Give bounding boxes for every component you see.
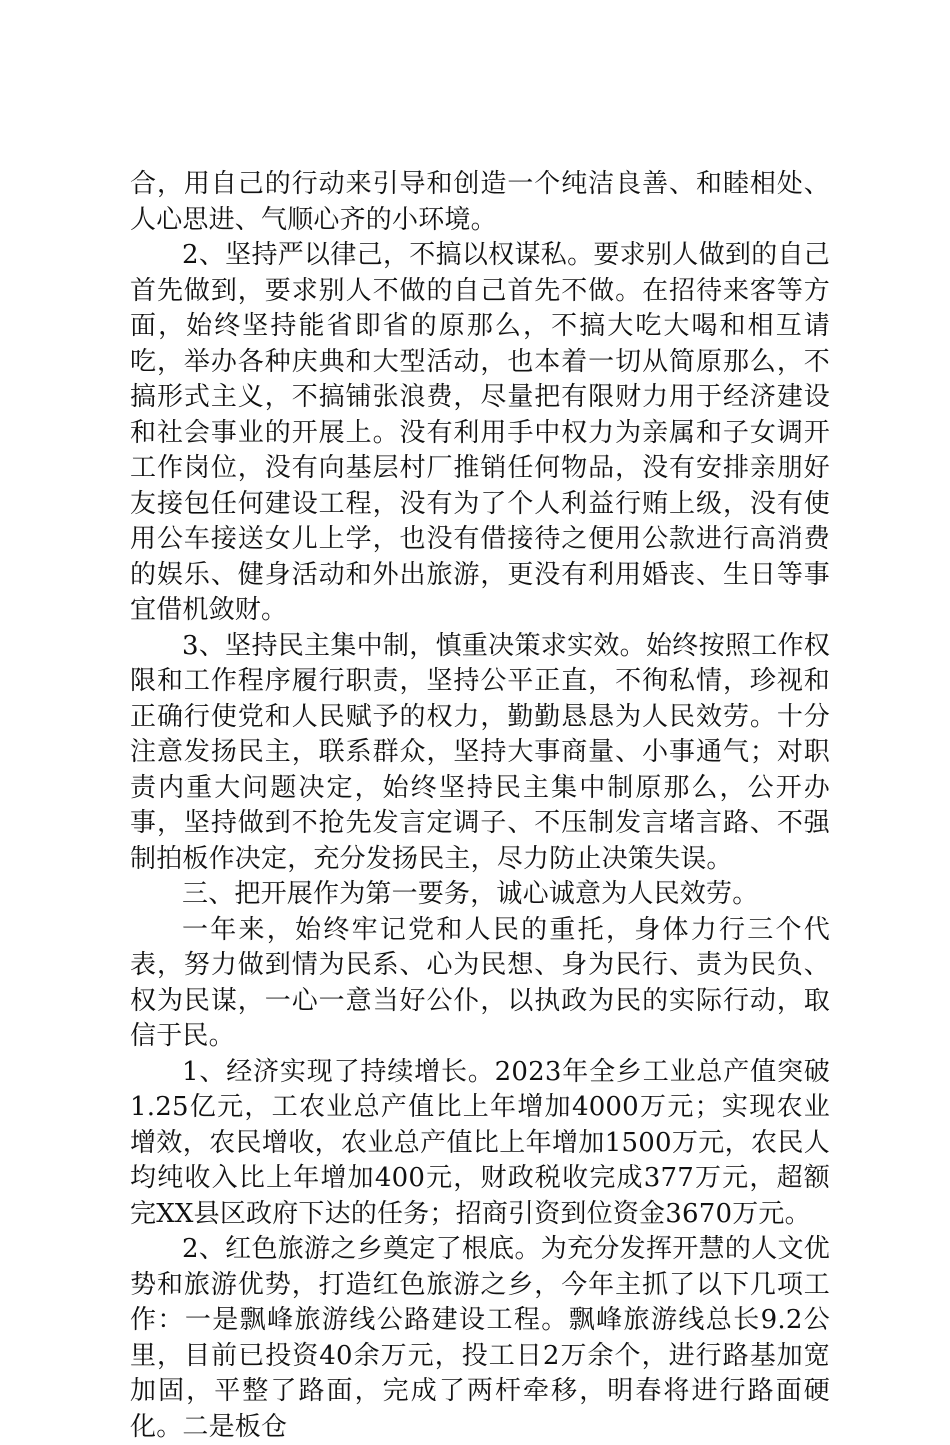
document-page	[130, 167, 830, 1445]
paragraph-continuation: 合，用自己的行动来引导和创造一个纯洁良善、和睦相处、人心思进、气顺心齐的小环境。	[130, 169, 830, 235]
paragraph-year-summary: 一年来，始终牢记党和人民的重托，身体力行三个代表，努力做到情为民系、心为民想、身为民行、责为民负、权为民谋，一心一意当好公仆，以执政为民的实际行动，取信于民。	[130, 914, 830, 1051]
paragraph-red-tourism: 2、红色旅游之乡奠定了根底。为充分发挥开慧的人文优势和旅游优势，打造红色旅游之乡，今年主抓了以下几项工作：一是飘峰旅游线公路建设工程。飘峰旅游线总长9.2公里，目前已投资40余万元，投工日2万余个，进行路基加宽加固，平整了路面，完成了两杆牵移，明春将进行路面硬化。二是板仓	[130, 1234, 830, 1442]
paragraph-democratic-centralism: 3、坚持民主集中制，慎重决策求实效。始终按照工作权限和工作程序履行职责，坚持公平正直，不徇私情，珍视和正确行使党和人民赋予的权力，勤勤恳恳为人民效劳。十分注意发扬民主，联系群众，坚持大事商量、小事通气；对职责内重大问题决定，始终坚持民主集中制原那么，公开办事，坚持做到不抢先发言定调子、不压制发言堵言路、不强制拍板作决定，充分发扬民主，尽力防止决策失误。	[130, 630, 830, 874]
paragraph-self-discipline: 2、坚持严以律己，不搞以权谋私。要求别人做到的自己首先做到，要求别人不做的自己首先不做。在招待来客等方面，始终坚持能省即省的原那么，不搞大吃大喝和相互请吃，举办各种庆典和大型活动，也本着一切从简原那么，不搞形式主义，不搞铺张浪费，尽量把有限财力用于经济建设和社会事业的开展上。没有利用手中权力为亲属和子女调开工作岗位，没有向基层村厂推销任何物品，没有安排亲朋好友接包任何建设工程，没有为了个人利益行贿上级，没有使用公车接送女儿上学，也没有借接待之便用公款进行高消费的娱乐、健身活动和外出旅游，更没有利用婚丧、生日等事宜借机敛财。	[130, 240, 830, 625]
paragraph-economic-growth: 1、经济实现了持续增长。2023年全乡工业总产值突破1.25亿元，工农业总产值比上年增加4000万元；实现农业增效，农民增收，农业总产值比上年增加1500万元，农民人均纯收入比上年增加400元，财政税收完成377万元，超额完XX县区政府下达的任务；招商引资到位资金3670万元。	[130, 1056, 830, 1229]
section-heading-three: 三、把开展作为第一要务，诚心诚意为人民效劳。	[182, 879, 759, 909]
